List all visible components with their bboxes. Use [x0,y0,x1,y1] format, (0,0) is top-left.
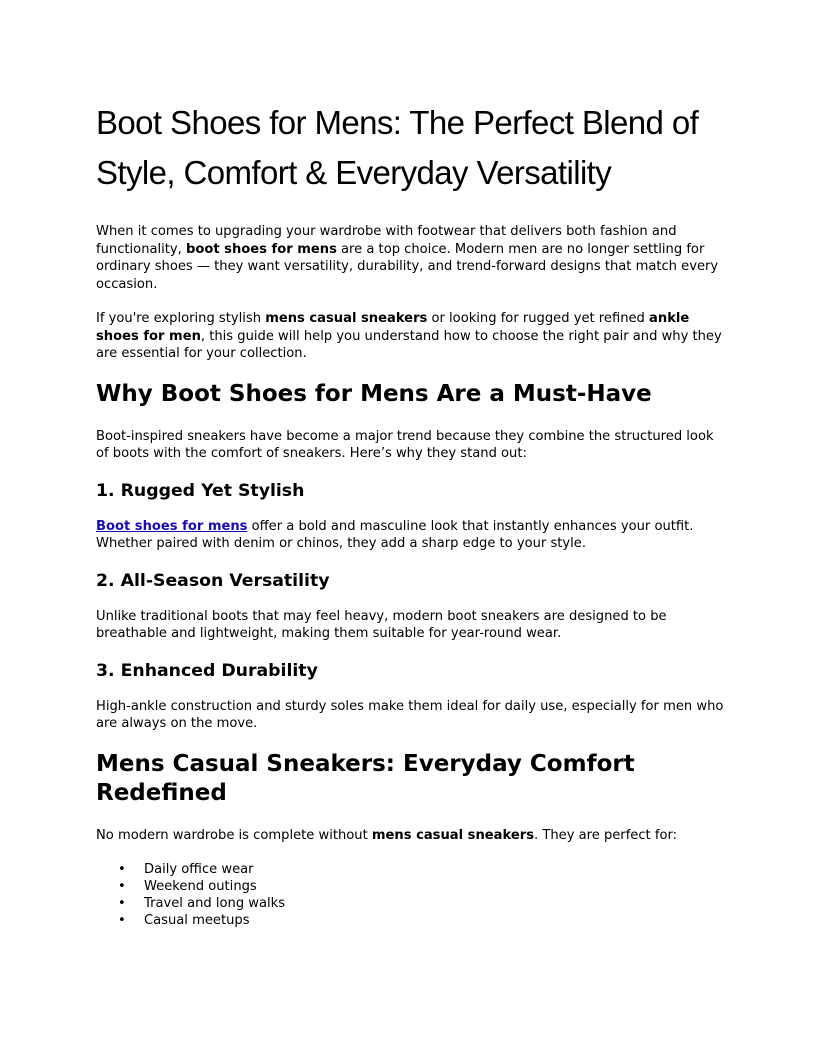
versatility-paragraph: Unlike traditional boots that may feel heavy, modern boot sneakers are designed to be breathable and lightweight, making them suitable for year-round wear. [96,608,667,641]
list-item [96,878,726,895]
page-title [96,98,726,198]
section-intro-paragraph: Boot-inspired sneakers have become a major trend because they combine the structured look of boots with the comfort of sneakers. Here’s why they stand out: [96,428,714,461]
section-heading-mens-casual-sneakers [96,750,726,808]
subheading-rugged-yet-stylish: 1. Rugged Yet Stylish [96,480,305,501]
text-run: or looking for rugged yet refined [427,311,650,326]
intro-paragraph-1 [96,223,726,293]
list-item-text: Casual meetups [144,913,250,928]
text-run: offer a bold and masculine look that instantly enhances your outfit. Whether paired with denim or chinos, they add a sharp edge to your style. [96,518,694,551]
list-item-text: Daily office wear [144,862,254,877]
uses-bullet-list [96,861,726,929]
text-run: No modern wardrobe is complete without [96,827,372,843]
durability-paragraph: High-ankle construction and sturdy soles make them ideal for daily use, especially for men who are always on the move. [96,698,724,731]
title-line-1: Boot Shoes for Mens: The Perfect Blend of [96,104,699,141]
list-item [96,895,726,912]
bullet-icon: • [118,896,126,911]
bold-keyword: mens casual sneakers [371,827,535,843]
title-line-2: Style, Comfort & Everyday Versatility [96,154,612,191]
sneakers-intro-paragraph [96,827,726,845]
heading-line: Mens Casual Sneakers: Everyday Comfort [96,750,635,777]
list-item [96,912,726,929]
bullet-icon: • [118,913,126,928]
document-page [96,98,726,929]
subheading-enhanced-durability: 3. Enhanced Durability [96,660,318,681]
text-run: are a top choice. Modern men are no longer settling for ordinary shoes — they want versatility, durability, and trend-forward designs that match every occasion. [96,241,719,292]
list-item-text: Travel and long walks [144,896,286,911]
text-run: . They are perfect for: [534,827,678,843]
subheading-all-season-versatility: 2. All-Season Versatility [96,570,330,591]
bold-keyword: ankle shoes for men [96,311,690,344]
rugged-paragraph [96,518,726,553]
intro-paragraph-2 [96,310,726,363]
bullet-icon: • [118,879,126,894]
list-item [96,861,726,878]
section-heading-why-boot-shoes: Why Boot Shoes for Mens Are a Must-Have [96,380,652,407]
heading-line: Redefined [96,779,227,806]
list-item-text: Weekend outings [144,879,257,894]
boot-shoes-link[interactable]: Boot shoes for mens [96,518,248,534]
text-run: If you're exploring stylish [96,311,266,326]
bold-keyword: boot shoes for mens [186,241,337,257]
bold-keyword: mens casual sneakers [265,311,428,326]
text-run: When it comes to upgrading your wardrobe with footwear that delivers both fashion and functionality, [96,224,677,257]
text-run: , this guide will help you understand how to choose the right pair and why they are essential for your collection. [96,328,722,361]
bullet-icon: • [118,862,126,877]
